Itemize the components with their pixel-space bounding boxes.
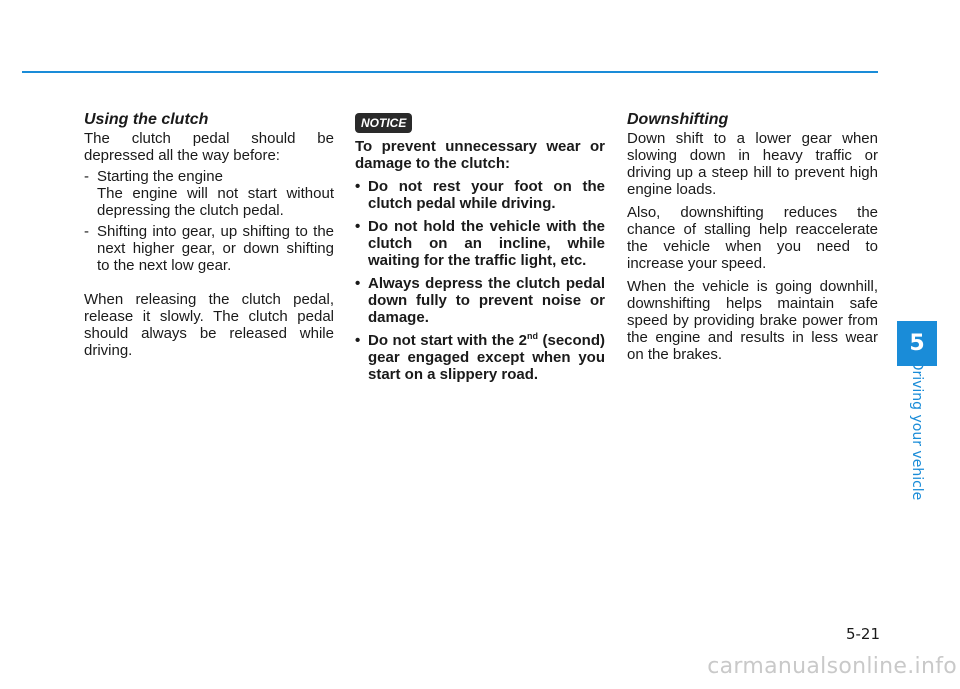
notice-bullet-text: Do not rest your foot on the clutch pedal while driving. [368,178,605,212]
page-number: 5-21 [845,625,880,643]
list-item-text: Shifting into gear, up shifting to the next higher gear, or down shifting to the next low gear. [97,223,334,274]
notice-bullet-text: Do not hold the vehicle with the clutch on an incline, while waiting for the traffic light, etc. [368,218,605,269]
bullet4-post: (second) gear engaged except when you start on a slippery road. [368,332,605,383]
dash-marker: - [84,223,89,240]
section-heading-clutch: Using the clutch [84,111,209,128]
header-rule [22,71,878,73]
section-heading-downshifting: Downshifting [627,111,729,128]
notice-bullet [355,332,605,383]
notice-intro: To prevent unnecessary wear or damage to the clutch: [355,138,605,172]
bullet-marker: • [355,178,361,195]
notice-badge: NOTICE [355,113,412,133]
notice-bullet [355,275,605,326]
list-item-shifting [84,223,334,274]
notice-column [355,110,605,383]
right-column [627,110,878,363]
list-item-starting-engine [84,168,334,219]
chapter-title: Driving your vehicle [909,359,925,501]
notice-bullet-text: Always depress the clutch pedal down fully to prevent noise or damage. [368,275,605,326]
bullet4-pre: Do not start with the 2 [368,332,528,349]
downshift-paragraph-1: Down shift to a lower gear when slowing down in heavy traffic or driving up a steep hill to prevent high engine loads. [627,130,878,198]
bullet-marker: • [355,332,361,349]
bullet-marker: • [355,275,361,292]
chapter-tab: 5 [897,321,937,366]
notice-bullet-text [368,332,605,383]
watermark-text: carmanualsonline.info [707,654,957,679]
downshift-paragraph-2: Also, downshifting reduces the chance of stalling help reaccelerate the vehicle when you need to increase your speed. [627,204,878,272]
notice-bullet [355,218,605,269]
list-item-label: Starting the engine [97,168,223,185]
release-paragraph: When releasing the clutch pedal, release it slowly. The clutch pedal should always be released while driving. [84,291,334,359]
left-column [84,110,334,359]
list-item-detail: The engine will not start without depressing the clutch pedal. [97,185,334,219]
clutch-intro: The clutch pedal should be depressed all the way before: [84,130,334,164]
downshift-paragraph-3: When the vehicle is going downhill, downshifting helps maintain safe speed by providing brake power from the engine and results in less wear on the brakes. [627,278,878,363]
bullet-marker: • [355,218,361,235]
notice-bullet [355,178,605,212]
ordinal-suffix: nd [527,331,539,341]
dash-marker: - [84,168,89,185]
